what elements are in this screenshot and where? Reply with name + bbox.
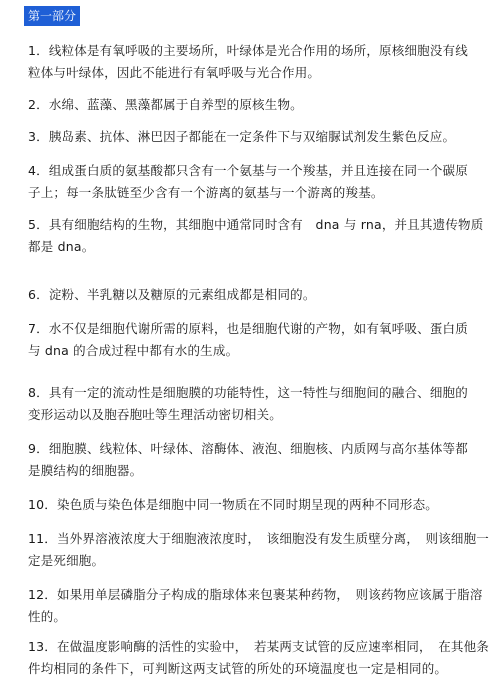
item-text-line: 2．水绵、蓝藻、黑藻都属于自养型的原核生物。 <box>28 97 303 112</box>
list-item <box>28 40 480 84</box>
list-item <box>28 160 480 204</box>
item-text-line: 3．胰岛素、抗体、淋巴因子都能在一定条件下与双缩脲试剂发生紫色反应。 <box>28 129 456 144</box>
list-item <box>28 284 480 306</box>
item-text-line: 粒体与叶绿体，因此不能进行有氧呼吸与光合作用。 <box>28 65 321 80</box>
item-text-line: 与 dna 的合成过程中都有水的生成。 <box>28 343 239 358</box>
list-item <box>28 528 490 572</box>
item-text-line: 1．线粒体是有氧呼吸的主要场所，叶绿体是光合作用的场所，原核细胞没有线 <box>28 43 468 58</box>
list-item <box>28 584 483 628</box>
item-text-line: 5．具有细胞结构的生物，其细胞中通常同时含有 dna 与 rna，并且其遗传物质 <box>28 217 484 232</box>
list-item <box>28 438 480 482</box>
list-item <box>28 636 490 680</box>
item-text-line: 子上；每一条肽链至少含有一个游离的氨基与一个游离的羧基。 <box>28 185 384 200</box>
item-text-line: 4．组成蛋白质的氨基酸都只含有一个氨基与一个羧基，并且连接在同一个碳原 <box>28 163 468 178</box>
item-text-line: 6．淀粉、半乳糖以及糖原的元素组成都是相同的。 <box>28 287 316 302</box>
list-item <box>28 214 484 258</box>
item-text-line: 件均相同的条件下，可判断这两支试管的所处的环境温度也一定是相同的。 <box>28 661 448 676</box>
item-text-line: 是膜结构的细胞器。 <box>28 463 143 478</box>
item-text-line: 都是 dna。 <box>28 239 95 254</box>
list-item <box>28 382 480 426</box>
item-text-line: 12．如果用单层磷脂分子构成的脂球体来包裹某种药物， 则该药物应该属于脂溶 <box>28 587 483 602</box>
item-text-line: 定是死细胞。 <box>28 553 105 568</box>
item-text-line: 9．细胞膜、线粒体、叶绿体、溶酶体、液泡、细胞核、内质网与高尔基体等都 <box>28 441 468 456</box>
section-title: 第一部分 <box>24 6 80 26</box>
item-text-line: 8．具有一定的流动性是细胞膜的功能特性，这一特性与细胞间的融合、细胞的 <box>28 385 468 400</box>
item-text-line: 变形运动以及胞吞胞吐等生理活动密切相关。 <box>28 407 283 422</box>
item-text-line: 13．在做温度影响酶的活性的实验中， 若某两支试管的反应速率相同， 在其他条 <box>28 639 490 654</box>
item-text-line: 10．染色质与染色体是细胞中同一物质在不同时期呈现的两种不同形态。 <box>28 497 439 512</box>
list-item <box>28 318 480 362</box>
item-text-line: 7．水不仅是细胞代谢所需的原料，也是细胞代谢的产物，如有氧呼吸、蛋白质 <box>28 321 468 336</box>
list-item <box>28 126 480 148</box>
item-text-line: 性的。 <box>28 609 67 624</box>
list-item <box>28 94 480 116</box>
list-item <box>28 494 480 516</box>
item-text-line: 11．当外界溶液浓度大于细胞液浓度时， 该细胞没有发生质壁分离， 则该细胞一 <box>28 531 490 546</box>
